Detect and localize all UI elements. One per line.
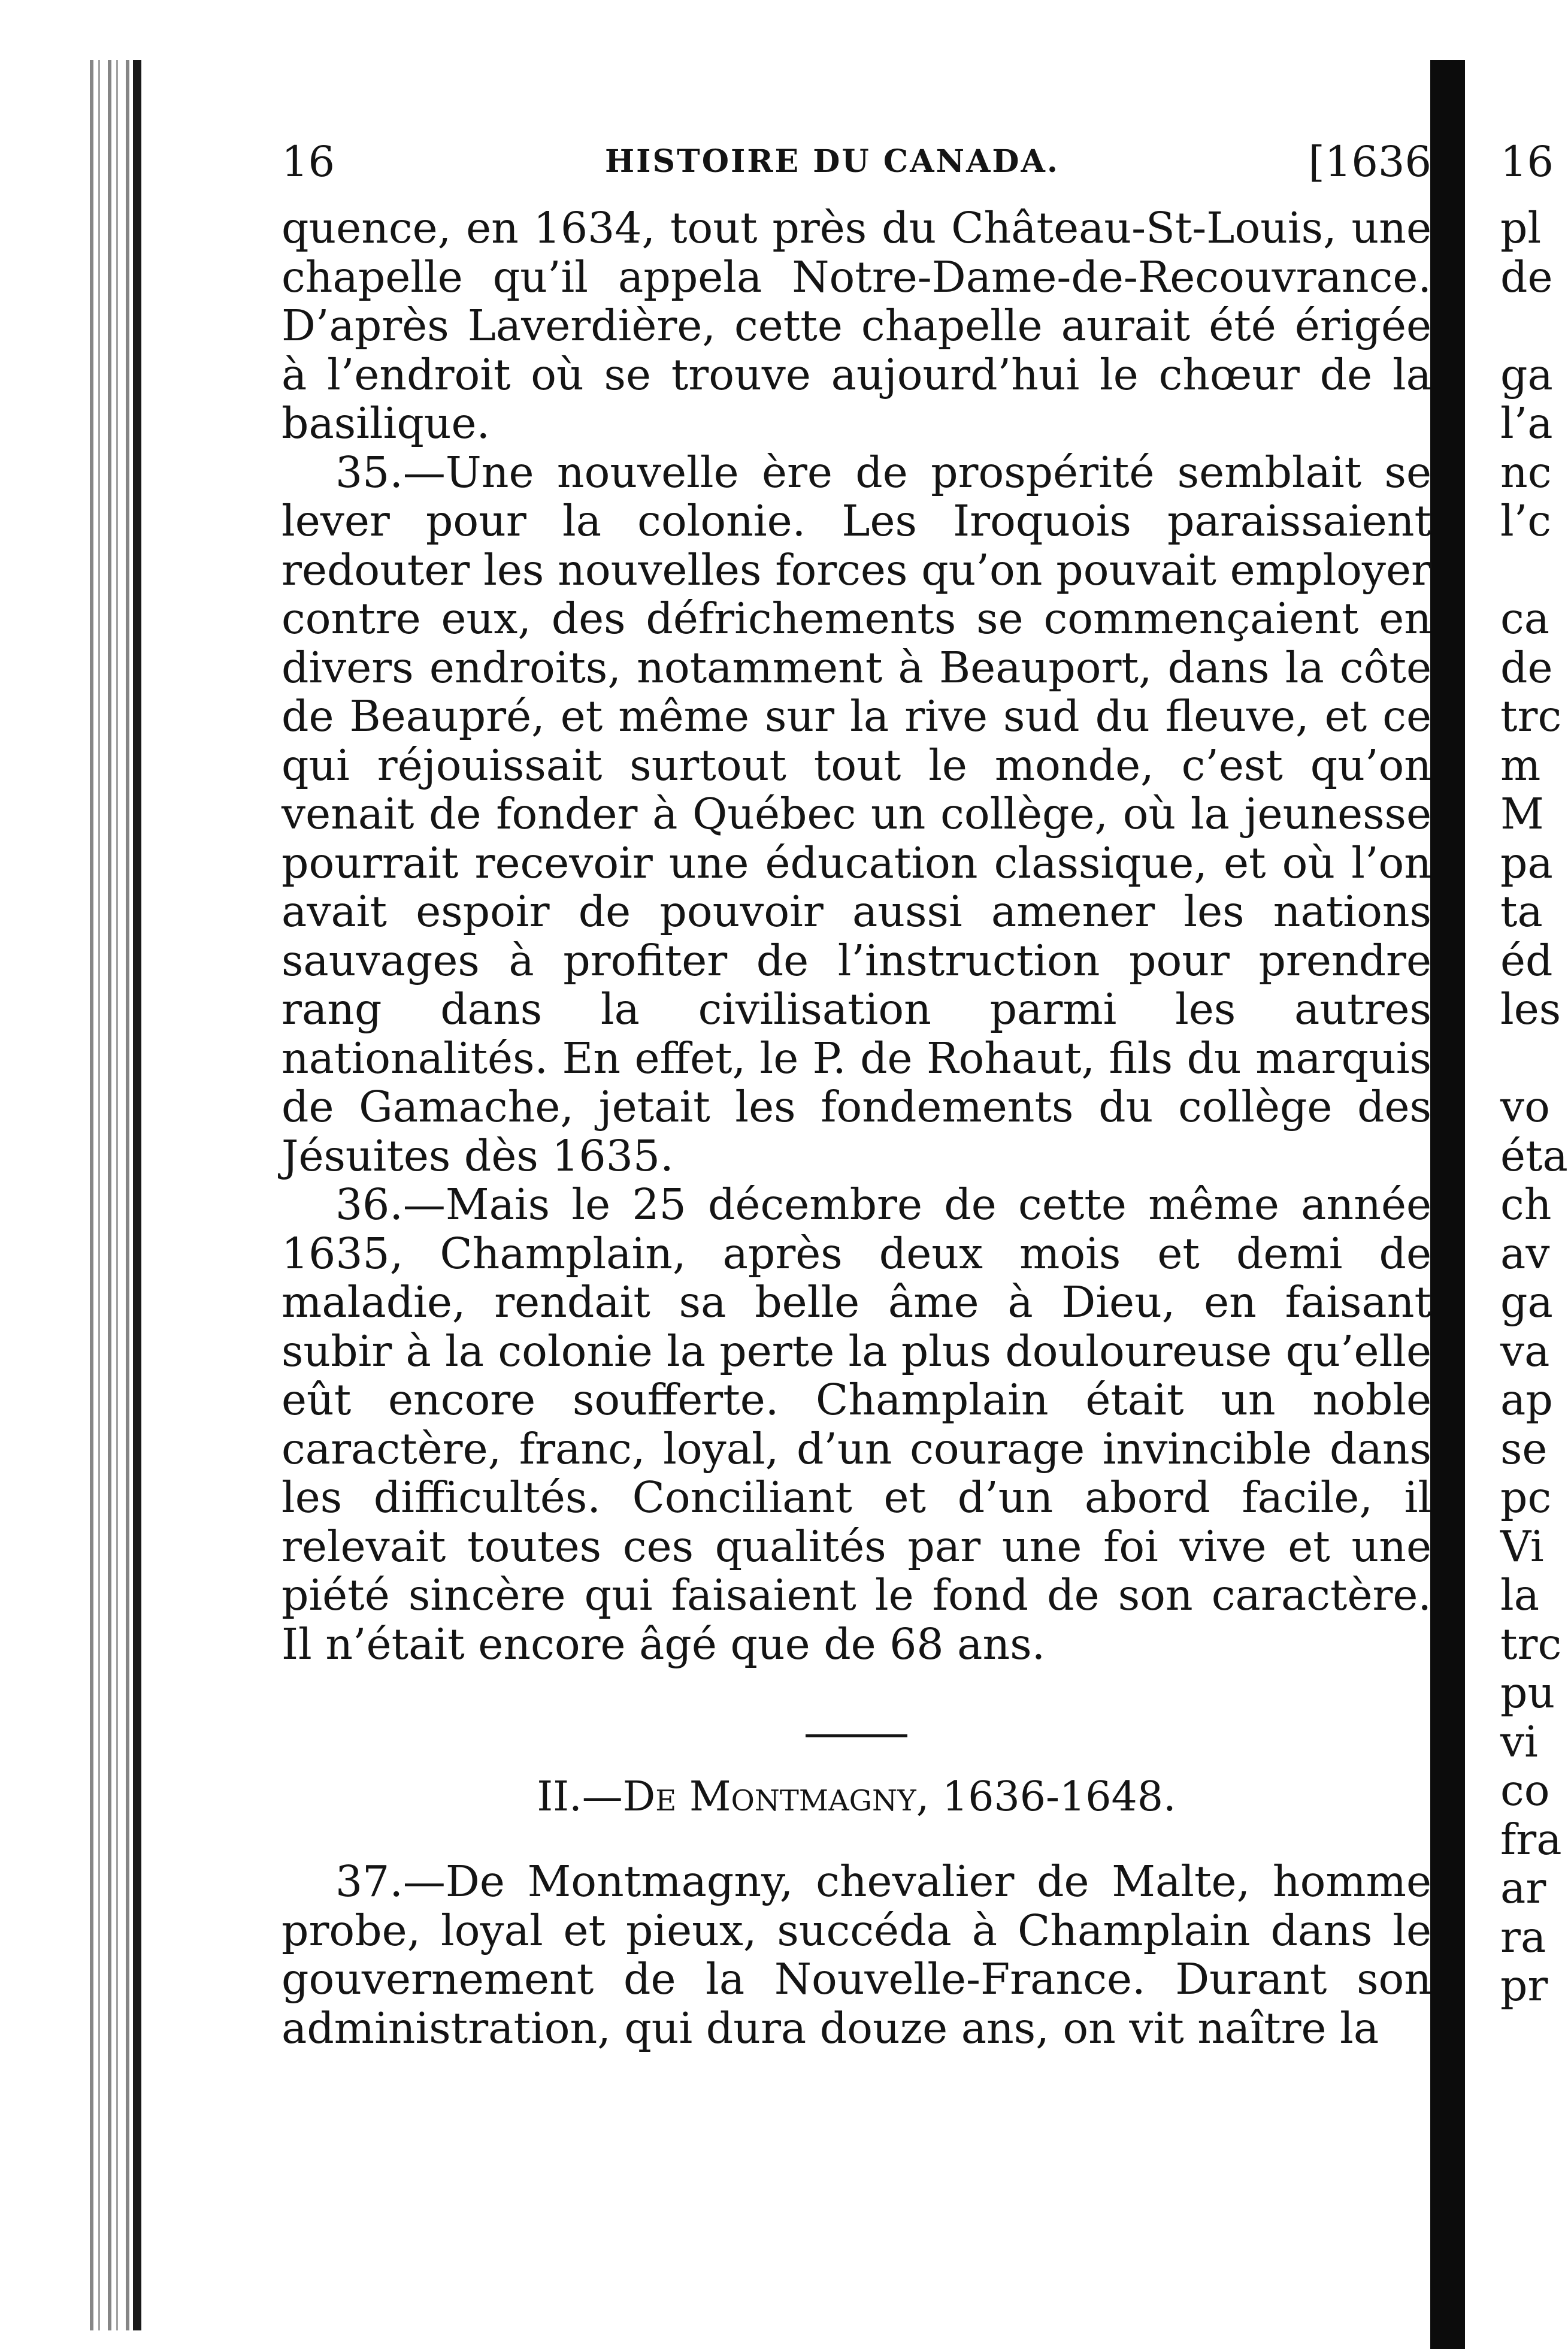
facing-page-fragment — [1500, 120, 1568, 2336]
facing-page-line: va — [1500, 1326, 1550, 1376]
facing-page-line: pl — [1500, 203, 1542, 253]
facing-page-line: ga — [1500, 1277, 1553, 1327]
facing-page-line: m — [1500, 740, 1541, 790]
facing-page-line: trc — [1500, 691, 1562, 741]
paragraph-35: 35.—Une nouvelle ère de prospérité semblait se lever pour la colonie. Les Iroquois paraissaient redouter les nouvelles forces qu’on pouvait employer contre eux, des défrichements se commençaient en divers endroits, notamment à Beauport, dans la côte de Beaupré, et même sur la rive sud du fleuve, et ce qui réjouissait surtout tout le monde, c’est qu’on venait de fonder à Québec un collège, où la jeunesse pourrait recevoir une éducation classique, et où l’on avait espoir de pouvoir aussi amener les nations sauvages à profiter de l’instruction pour prendre rang dans la civilisation parmi les autres nationalités. En effet, le P. de Rohaut, fils du marquis de Gamache, jetait les fondements du collège des Jésuites dès 1635. — [281, 447, 1431, 1181]
section-divider — [806, 1734, 907, 1737]
book-page — [281, 120, 1431, 2052]
body-text — [281, 204, 1431, 2052]
facing-page-line: pc — [1500, 1473, 1552, 1522]
running-head — [281, 120, 1431, 204]
facing-page-line: trc — [1500, 1619, 1562, 1669]
facing-page-line: l’a — [1500, 398, 1553, 448]
facing-page-number: 16 — [1500, 137, 1554, 186]
facing-page-line: av — [1500, 1228, 1550, 1278]
facing-page-line: pa — [1500, 838, 1553, 888]
facing-page-line: la — [1500, 1570, 1540, 1620]
facing-page-line: ch — [1500, 1180, 1552, 1229]
facing-page-line: de — [1500, 252, 1553, 302]
facing-page-line — [1500, 301, 1555, 350]
paragraph-37: 37.—De Montmagny, chevalier de Malte, homme probe, loyal et pieux, succéda à Champlain dans le gouvernement de la Nouvelle-France. Durant son administration, qui dura douze ans, on vit naître la — [281, 1857, 1431, 2053]
facing-page-line: nc — [1500, 447, 1552, 497]
paragraph-36: 36.—Mais le 25 décembre de cette même année 1635, Champlain, après deux mois et demi de maladie, rendait sa belle âme à Dieu, en faisant subir à la colonie la perte la plus douloureuse qu’elle eût encore soufferte. Champlain était un noble caractère, franc, loyal, d’un courage invincible dans les difficultés. Conciliant et d’un abord facile, il relevait toutes ces qualités par une foi vive et une piété sincère qui faisaient le fond de son caractère. Il n’était encore âgé que de 68 ans. — [281, 1180, 1431, 1669]
facing-page-line: M — [1500, 789, 1544, 839]
facing-page-line: Vi — [1500, 1521, 1544, 1571]
facing-page-line — [1500, 1034, 1555, 1083]
facing-page-line: pr — [1500, 1961, 1548, 2011]
facing-page-line: éd — [1500, 935, 1553, 985]
facing-page-line: vi — [1500, 1716, 1538, 1767]
running-year: [1636 — [1308, 137, 1431, 186]
facing-page-line: ap — [1500, 1375, 1553, 1425]
facing-page-line: les — [1500, 984, 1561, 1034]
facing-page-line: vo — [1500, 1082, 1550, 1132]
paragraph-continuation: quence, en 1634, tout près du Château-St-Louis, une chapelle qu’il appela Notre-Dame-de-Recouvrance. D’après Laverdière, cette chapelle aurait été érigée à l’endroit où se trouve aujourd’hui le chœur de la basilique. — [281, 203, 1431, 448]
facing-page-line: fra — [1500, 1814, 1562, 1864]
facing-page-line: de — [1500, 642, 1553, 693]
facing-page-line: éta — [1500, 1130, 1568, 1181]
scan-binding-shadow — [133, 60, 141, 2330]
facing-page-line: se — [1500, 1423, 1548, 1474]
page-number: 16 — [281, 137, 335, 186]
facing-page-line — [1500, 546, 1555, 595]
scan-binding-edge — [90, 60, 138, 2330]
facing-page-line: ta — [1500, 887, 1543, 936]
facing-page-line: co — [1500, 1765, 1550, 1815]
section-heading: II.—De Montmagny, 1636-1648. — [537, 1773, 1176, 1821]
facing-page-lines — [1500, 203, 1568, 2011]
facing-page-line: pu — [1500, 1668, 1555, 1718]
facing-page-line: ca — [1500, 594, 1550, 643]
facing-page-line: ra — [1500, 1912, 1546, 1962]
running-title: HISTOIRE DU CANADA. — [605, 143, 1060, 180]
facing-page-line: l’c — [1500, 496, 1552, 546]
page-gutter-shadow — [1430, 60, 1465, 2349]
facing-page-line: ar — [1500, 1863, 1546, 1913]
facing-page-line: ga — [1500, 349, 1553, 400]
